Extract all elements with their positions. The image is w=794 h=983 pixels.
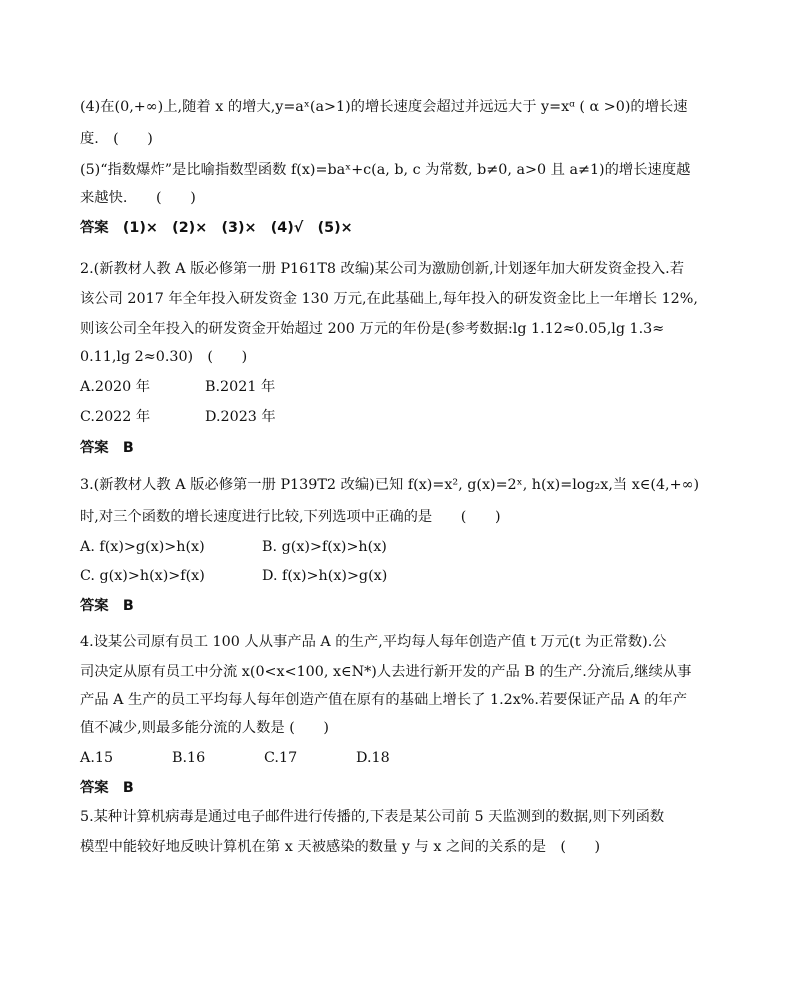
q5-line2: 模型中能较好地反映计算机在第 x 天被感染的数量 y 与 x 之间的关系的是 ( ) — [80, 839, 601, 855]
q3-line2: 时,对三个函数的增长速度进行比较,下列选项中正确的是 ( ) — [80, 509, 501, 525]
q-prev-item4-line2: 度. ( ) — [80, 131, 153, 147]
q2-option-d: D.2023 年 — [205, 409, 276, 425]
q2-line2: 该公司 2017 年全年投入研发资金 130 万元,在此基础上,每年投入的研发资金比上一年增长 12%, — [80, 291, 698, 307]
q3-line1: 3.(新教材人教 A 版必修第一册 P139T2 改编)已知 f(x)=x², g(x)=2ˣ, h(x)=log₂x,当 x∈(4,+∞) — [80, 477, 700, 493]
q2-answer: 答案 B — [80, 440, 134, 456]
q2-line4: 0.11,lg 2≈0.30) ( ) — [80, 349, 248, 365]
q3-option-b: B. g(x)>f(x)>h(x) — [262, 539, 387, 555]
q5-line1: 5.某种计算机病毒是通过电子邮件进行传播的,下表是某公司前 5 天监测到的数据,则下列函数 — [80, 809, 665, 825]
q3-option-a: A. f(x)>g(x)>h(x) — [80, 539, 205, 555]
q3-option-c: C. g(x)>h(x)>f(x) — [80, 568, 205, 584]
q-prev-answer: 答案 (1)× (2)× (3)× (4)√ (5)× — [80, 220, 353, 236]
q4-line4: 值不减少,则最多能分流的人数是 ( ) — [80, 720, 329, 736]
q2-line1: 2.(新教材人教 A 版必修第一册 P161T8 改编)某公司为激励创新,计划逐年加大研发资金投入.若 — [80, 261, 685, 277]
q4-line1: 4.设某公司原有员工 100 人从事产品 A 的生产,平均每人每年创造产值 t 万元(t 为正常数).公 — [80, 634, 667, 650]
q4-answer: 答案 B — [80, 780, 134, 796]
q2-line3: 则该公司全年投入的研发资金开始超过 200 万元的年份是(参考数据:lg 1.12≈0.05,lg 1.3≈ — [80, 321, 665, 337]
q2-option-a: A.2020 年 — [80, 379, 151, 395]
q4-option-b: B.16 — [172, 750, 206, 766]
q4-option-d: D.18 — [356, 750, 390, 766]
q2-option-c: C.2022 年 — [80, 409, 151, 425]
q4-option-c: C.17 — [264, 750, 298, 766]
q3-option-d: D. f(x)>h(x)>g(x) — [262, 568, 388, 584]
q-prev-item4-line1: (4)在(0,+∞)上,随着 x 的增大,y=aˣ(a>1)的增长速度会超过并远远大于 y=xᵅ ( α >0)的增长速 — [80, 99, 688, 115]
q4-line2: 司决定从原有员工中分流 x(0<x<100, x∈N*)人去进行新开发的产品 B 的生产.分流后,继续从事 — [80, 664, 692, 680]
q4-line3: 产品 A 生产的员工平均每人每年创造产值在原有的基础上增长了 1.2x%.若要保证产品 A 的年产 — [80, 692, 687, 708]
q3-answer: 答案 B — [80, 598, 134, 614]
q2-option-b: B.2021 年 — [205, 379, 276, 395]
q-prev-item5-line2: 来越快. ( ) — [80, 190, 196, 206]
q-prev-item5-line1: (5)“指数爆炸”是比喻指数型函数 f(x)=baˣ+c(a, b, c 为常数, b≠0, a>0 且 a≠1)的增长速度越 — [80, 162, 691, 178]
q4-option-a: A.15 — [80, 750, 114, 766]
